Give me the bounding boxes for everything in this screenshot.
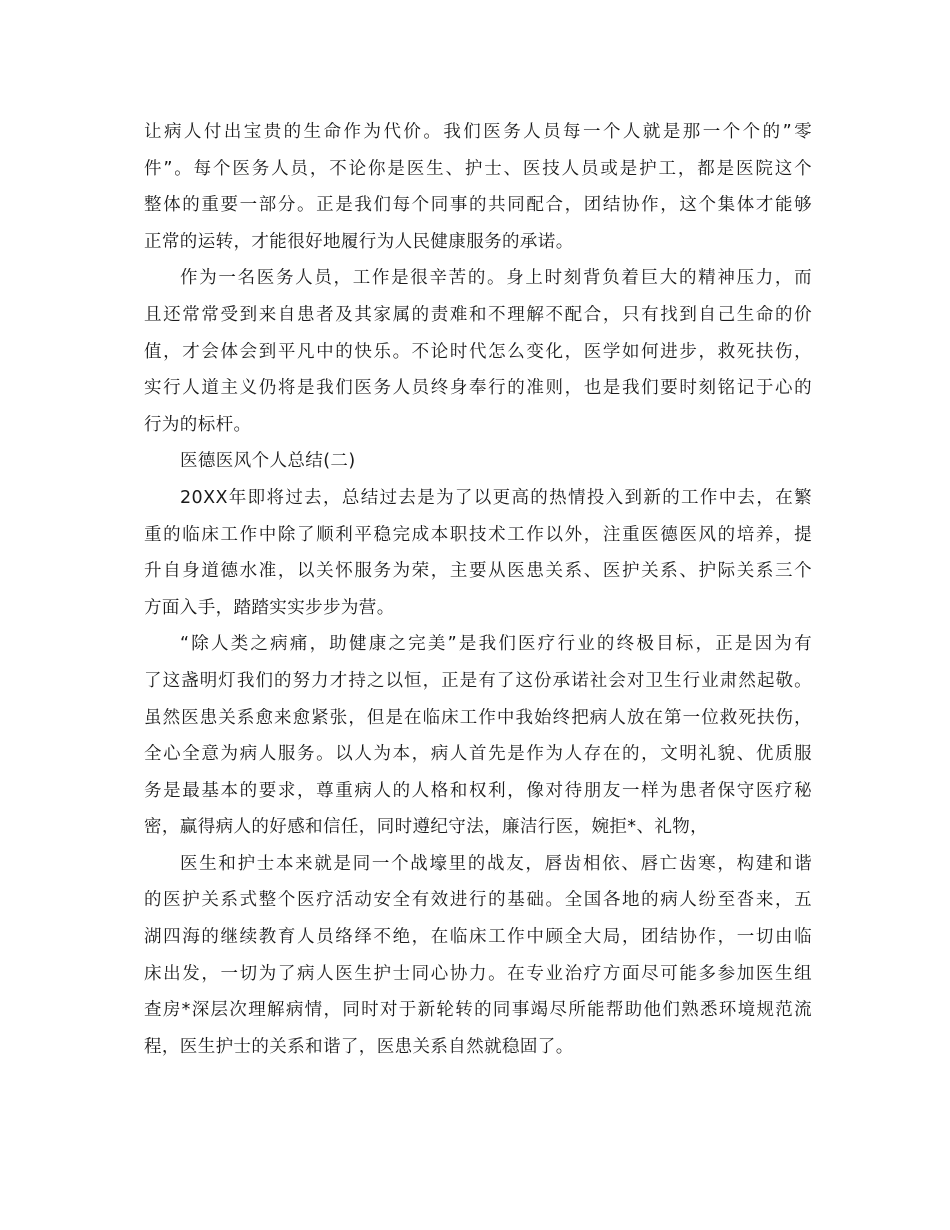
text-line: 20XX年即将过去，总结过去是为了以更高的热情投入到新的工作中去，在繁 xyxy=(180,487,812,508)
text-line: 行为的标杆。 xyxy=(144,414,252,435)
text-line: 的医护关系式整个医疗活动安全有效进行的基础。全国各地的病人纷至沓来，五 xyxy=(144,890,812,911)
text-line: 正常的运转，才能很好地履行为人民健康服务的承诺。 xyxy=(144,231,574,252)
text-line: 实行人道主义仍将是我们医务人员终身奉行的准则，也是我们要时刻铭记于心的 xyxy=(144,378,812,399)
text-line: 升自身道德水准，以关怀服务为荣，主要从医患关系、医护关系、护际关系三个 xyxy=(144,561,812,582)
text-line: 床出发，一切为了病人医生护士同心协力。在专业治疗方面尽可能多参加医生组 xyxy=(144,963,812,984)
text-line: 密，赢得病人的好感和信任，同时遵纪守法，廉洁行医，婉拒*、礼物， xyxy=(144,817,709,838)
text-line: 查房*深层次理解病情，同时对于新轮转的同事竭尽所能帮助他们熟悉环境规范流 xyxy=(144,1000,812,1021)
text-line: 且还常常受到来自患者及其家属的责难和不理解不配合，只有找到自己生命的价 xyxy=(144,304,812,325)
text-line: 了这盏明灯我们的努力才持之以恒，正是有了这份承诺社会对卫生行业肃然起敬。 xyxy=(144,670,812,691)
text-line: 值，才会体会到平凡中的快乐。不论时代怎么变化，医学如何进步，救死扶伤， xyxy=(144,341,812,362)
text-line: 整体的重要一部分。正是我们每个同事的共同配合，团结协作，这个集体才能够 xyxy=(144,195,812,216)
document-body xyxy=(144,114,812,1065)
section-heading: 医德医风个人总结(二) xyxy=(180,451,356,472)
text-line: 作为一名医务人员，工作是很辛苦的。身上时刻背负着巨大的精神压力，而 xyxy=(180,268,812,289)
text-line: 方面入手，踏踏实实步步为营。 xyxy=(144,597,395,618)
text-line: 让病人付出宝贵的生命作为代价。我们医务人员每一个人就是那一个个的”零 xyxy=(144,122,812,142)
text-line: 医生和护士本来就是同一个战壕里的战友，唇齿相依、唇亡齿寒，构建和谐 xyxy=(180,853,812,874)
text-line: 虽然医患关系愈来愈紧张，但是在临床工作中我始终把病人放在第一位救死扶伤， xyxy=(144,707,812,728)
text-line: 件”。每个医务人员，不论你是医生、护士、医技人员或是护工，都是医院这个 xyxy=(144,158,812,179)
text-line: 湖四海的继续教育人员络绎不绝，在临床工作中顾全大局，团结协作，一切由临 xyxy=(144,927,812,948)
text-line: 程，医生护士的关系和谐了，医患关系自然就稳固了。 xyxy=(144,1036,574,1057)
text-line: 全心全意为病人服务。以人为本，病人首先是作为人存在的，文明礼貌、优质服 xyxy=(144,744,812,765)
text-line: “除人类之病痛，助健康之完美”是我们医疗行业的终极目标，正是因为有 xyxy=(180,634,812,655)
text-line: 重的临床工作中除了顺利平稳完成本职技术工作以外，注重医德医风的培养，提 xyxy=(144,524,812,545)
text-line: 务是最基本的要求，尊重病人的人格和权利，像对待朋友一样为患者保守医疗秘 xyxy=(144,780,812,801)
